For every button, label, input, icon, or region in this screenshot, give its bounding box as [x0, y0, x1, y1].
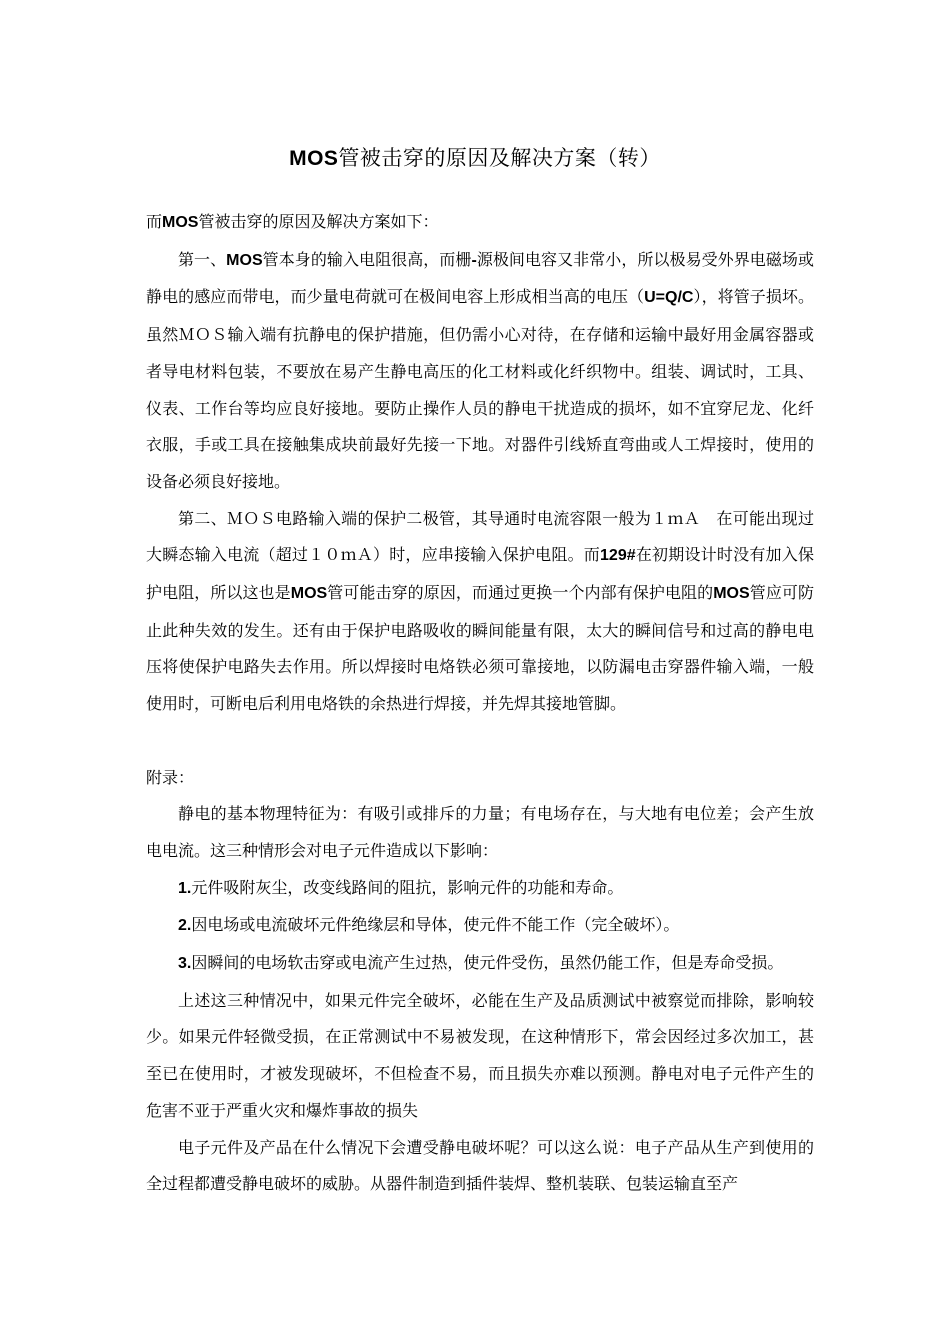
appendix-paragraph-2: 上述这三种情况中，如果元件完全破坏，必能在生产及品质测试中被察觉而排除，影响较少。如果元件轻微受损，在正常测试中不易被发现，在这种情形下，常会因经过多次加工，甚至已在使用时，才被发现破坏，不但检查不易，而且损失亦难以预测。静电对电子元件产生的危害不亚于严重火灾和爆炸事故的损失 [146, 990, 814, 1120]
list-item-1: 1.元件吸附灰尘，改变线路间的阻抗，影响元件的功能和寿命。 [178, 877, 624, 897]
list-item-2: 2.因电场或电流破坏元件绝缘层和导体，使元件不能工作（完全破坏）。 [178, 915, 680, 935]
appendix-paragraph-3: 电子元件及产品在什么情况下会遭受静电破坏呢？可以这么说：电子产品从生产到使用的全过程都遭受静电破坏的威胁。从器件制造到插件装焊、整机装联、包装运输直至产 [146, 1137, 814, 1194]
second-paragraph: 第二、ＭＯＳ电路输入端的保护二极管，其导通时电流容限一般为１ｍＡ 在可能出现过大瞬态输入电流（超过１０ｍＡ）时，应串接输入保护电阻。而129#在初期设计时没有加入保护电阻，所以这也是MOS管可能击穿的原因，而通过更换一个内部有保护电阻的MOS管应可防止此种失效的发生。还有由于保护电路吸收的瞬间能量有限，太大的瞬间信号和过高的静电电压将使保护电路失去作用。所以焊接时电烙铁必须可靠接地，以防漏电击穿器件输入端，一般使用时，可断电后利用电烙铁的余热进行焊接，并先焊其接地管脚。 [146, 508, 814, 714]
document-body [146, 204, 814, 1203]
appendix-heading: 附录： [146, 767, 195, 787]
list-item-3: 3.因瞬间的电场软击穿或电流产生过热，使元件受伤，虽然仍能工作，但是寿命受损。 [178, 953, 784, 973]
blank-line [146, 723, 814, 760]
document-title: MOS管被击穿的原因及解决方案（转） [289, 146, 661, 170]
appendix-paragraph-1: 静电的基本物理特征为：有吸引或排斥的力量；有电场存在，与大地有电位差；会产生放电电流。这三种情形会对电子元件造成以下影响： [146, 804, 814, 860]
first-paragraph: 第一、MOS管本身的输入电阻很高，而栅-源极间电容又非常小，所以极易受外界电磁场或静电的感应而带电，而少量电荷就可在极间电容上形成相当高的电压（U=Q/C），将管子损坏。虽然ＭＯＳ输入端有抗静电的保护措施，但仍需小心对待，在存储和运输中最好用金属容器或者导电材料包装，不要放在易产生静电高压的化工材料或化纤织物中。组装、调试时，工具、仪表、工作台等均应良好接地。要防止操作人员的静电干扰造成的损坏，如不宜穿尼龙、化纤衣服，手或工具在接触集成块前最好先接一下地。对器件引线矫直弯曲或人工焊接时，使用的设备必须良好接地。 [146, 249, 814, 491]
intro-paragraph: 而MOS管被击穿的原因及解决方案如下： [146, 212, 439, 231]
